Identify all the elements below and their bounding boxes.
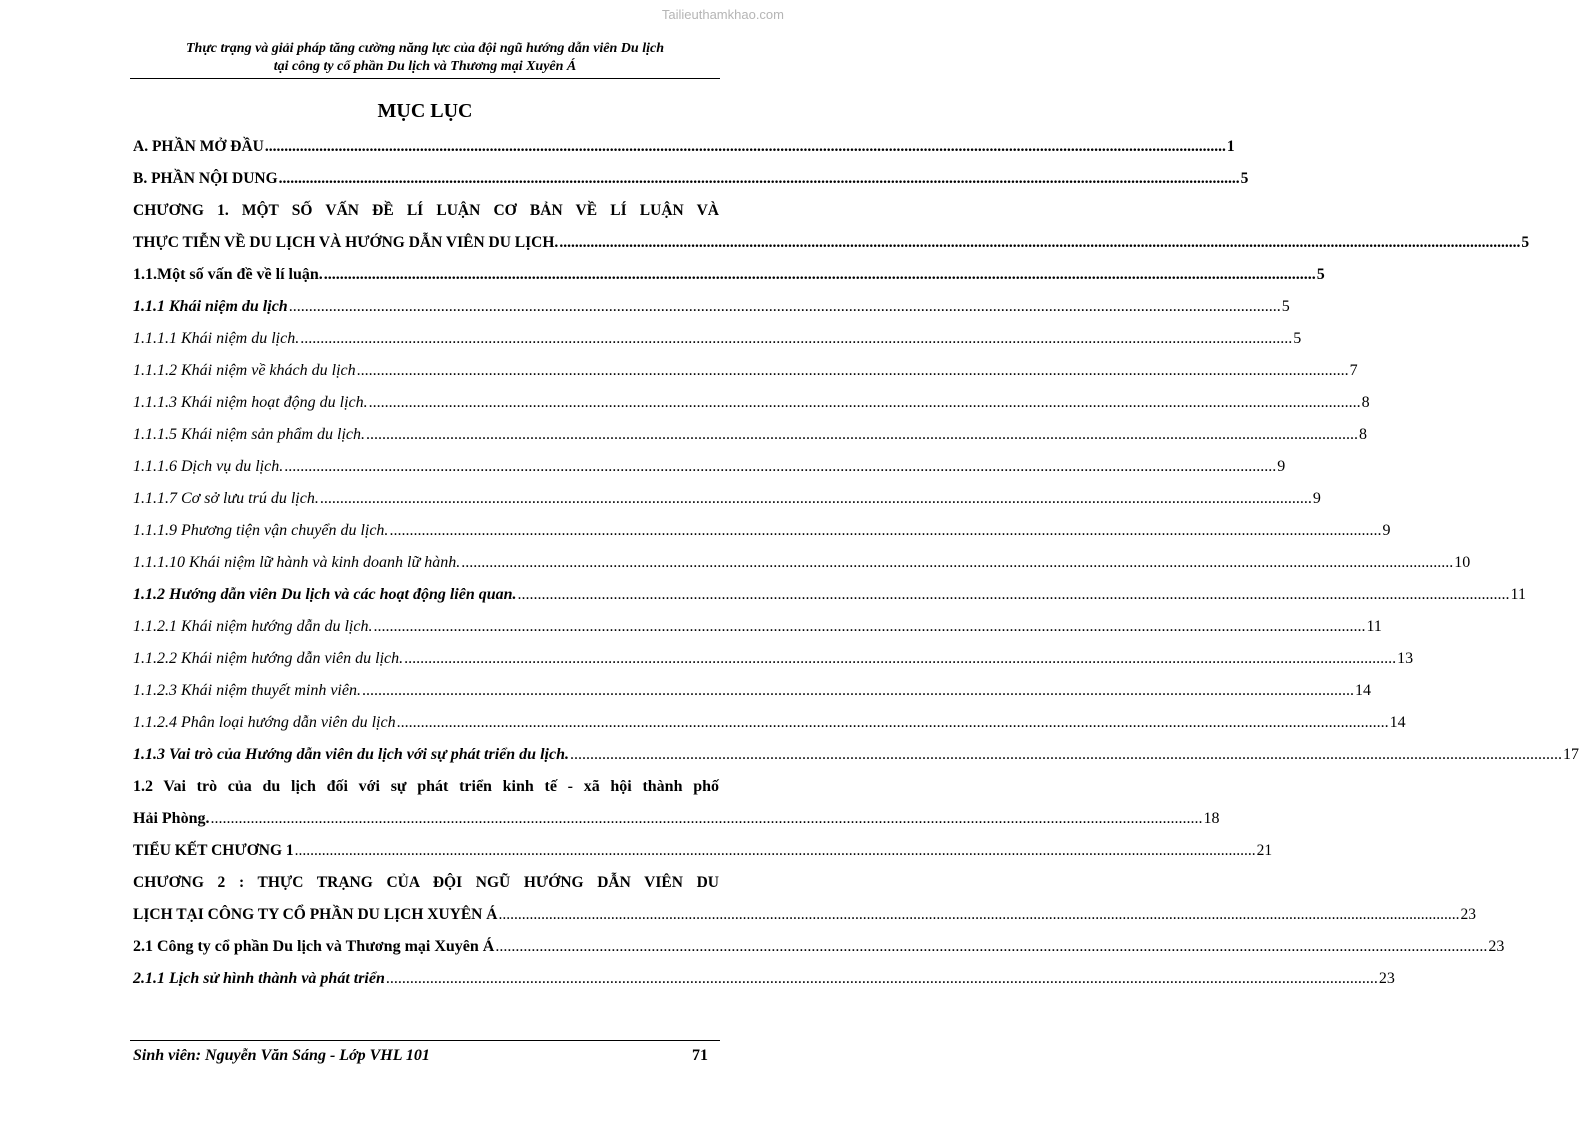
toc-entry-title: 1.1.2 Hướng dẫn viên Du lịch và các hoạt động liên quan.: [133, 586, 517, 603]
toc-page-number: 23: [1460, 906, 1476, 923]
toc-page-number: 17: [1562, 746, 1579, 763]
toc-leader-dots: [295, 835, 1256, 867]
toc-entry-title: 1.1.1.10 Khái niệm lữ hành và kinh doanh lữ hành.: [133, 554, 461, 571]
toc-entry[interactable]: [133, 643, 1414, 675]
header-line-2: tại công ty cổ phần Du lịch và Thương mại Xuyên Á: [273, 59, 577, 74]
toc-page-number: 14: [1389, 714, 1406, 731]
toc-entry-title-line1: CHƯƠNG 1. MỘT SỐ VẤN ĐỀ LÍ LUẬN CƠ BẢN VỀ LÍ LUẬN VÀ: [133, 202, 719, 219]
toc-entry[interactable]: [133, 163, 1249, 195]
page-footer: [133, 1047, 708, 1065]
toc-page-number: 7: [1349, 362, 1358, 379]
footer-student: Sinh viên: Nguyễn Văn Sáng - Lớp VHL 101: [133, 1047, 430, 1064]
toc-page-number: 8: [1361, 394, 1370, 411]
toc-entry-title: 1.1.1.3 Khái niệm hoạt động du lịch.: [133, 394, 368, 411]
watermark: Tailieuthamkhao.com: [661, 7, 784, 22]
toc-page-number: 23: [1488, 938, 1505, 955]
toc-entry[interactable]: [133, 675, 1371, 707]
toc-entry[interactable]: [133, 259, 1325, 291]
toc-entry-title: TIỂU KẾT CHƯƠNG 1: [133, 842, 294, 859]
toc-leader-dots: [397, 707, 1389, 739]
toc-leader-dots: [369, 387, 1361, 419]
toc-leader-dots: [320, 483, 1312, 515]
toc-entry-title: LỊCH TẠI CÔNG TY CỔ PHẦN DU LỊCH XUYÊN Á: [133, 906, 498, 923]
toc-page-number: 9: [1382, 522, 1391, 539]
toc-entry[interactable]: [133, 771, 1220, 835]
toc-leader-dots: [386, 963, 1378, 995]
toc-leader-dots: [366, 419, 1358, 451]
toc-entry-title-line1: 1.2 Vai trò của du lịch đối với sự phát triển kinh tế - xã hội thành phố: [133, 778, 719, 795]
toc-leader-dots: [404, 643, 1396, 675]
toc-entry[interactable]: [133, 387, 1370, 419]
toc-entry-title: 1.1.2.2 Khái niệm hướng dẫn viên du lịch.: [133, 650, 404, 667]
toc-entry-title: 1.1.1 Khái niệm du lịch: [133, 298, 288, 315]
page-title: MỤC LỤC: [377, 100, 473, 122]
toc-entry[interactable]: [133, 611, 1382, 643]
toc-page-number: 8: [1359, 426, 1367, 443]
toc-page-number: 21: [1256, 842, 1273, 859]
toc-page-number: 1: [1226, 138, 1235, 155]
toc-entry-title: 1.1.Một số vấn đề về lí luận.: [133, 266, 323, 283]
toc-page-number: 11: [1366, 618, 1382, 635]
toc-leader-dots: [265, 131, 1226, 163]
toc-entry-title: 1.1.1.1 Khái niệm du lịch.: [133, 330, 300, 347]
header-divider: [130, 78, 720, 79]
toc-entry[interactable]: [133, 323, 1302, 355]
toc-entry[interactable]: [133, 835, 1273, 867]
toc-leader-dots: [362, 675, 1354, 707]
toc-entry[interactable]: [133, 963, 1395, 995]
header-line-1: Thực trạng và giải pháp tăng cường năng lực của đội ngũ hướng dẫn viên Du lịch: [186, 41, 664, 56]
toc-entry[interactable]: [133, 419, 1367, 451]
toc-entry[interactable]: [133, 355, 1358, 387]
toc-page-number: 9: [1312, 490, 1321, 507]
toc-page-number: 5: [1281, 298, 1290, 315]
running-header: [130, 40, 720, 76]
toc-page-number: 11: [1510, 586, 1526, 603]
toc-leader-dots: [570, 739, 1562, 771]
toc-entry-title: 1.1.2.1 Khái niệm hướng dẫn du lịch.: [133, 618, 373, 635]
toc-entry[interactable]: [133, 867, 1476, 931]
toc-page-number: 5: [1521, 234, 1530, 251]
toc-leader-dots: [495, 931, 1487, 963]
toc-leader-dots: [300, 323, 1292, 355]
toc-entry-title: 1.1.1.7 Cơ sở lưu trú du lịch.: [133, 490, 319, 507]
toc-page-number: 13: [1397, 650, 1414, 667]
footer-divider: [130, 1040, 720, 1041]
toc-leader-dots: [373, 611, 1365, 643]
toc-leader-dots: [498, 899, 1459, 931]
toc-entry[interactable]: [133, 451, 1286, 483]
toc-entry-title: 1.1.2.4 Phân loại hướng dẫn viên du lịch: [133, 714, 396, 731]
toc-page-number: 18: [1203, 810, 1220, 827]
toc-entry[interactable]: [133, 291, 1290, 323]
toc-page-number: 5: [1316, 266, 1325, 283]
toc-entry-title: 1.1.1.2 Khái niệm về khách du lịch: [133, 362, 356, 379]
toc-leader-dots: [284, 451, 1276, 483]
toc-page-number: 9: [1277, 458, 1286, 475]
toc-leader-dots: [559, 227, 1520, 259]
toc-leader-dots: [518, 579, 1510, 611]
toc-entry-title: 1.1.1.6 Dịch vụ du lịch.: [133, 458, 284, 475]
toc-entry-title: Hải Phòng.: [133, 810, 210, 827]
toc-entry-title: 1.1.2.3 Khái niệm thuyết minh viên.: [133, 682, 361, 699]
toc-entry-title: 1.1.1.5 Khái niệm sản phẩm du lịch.: [133, 426, 365, 443]
toc-page-number: 10: [1454, 554, 1471, 571]
toc-entry[interactable]: [133, 707, 1406, 739]
toc-entry[interactable]: [133, 515, 1391, 547]
toc-entry-title: THỰC TIỄN VỀ DU LỊCH VÀ HƯỚNG DẪN VIÊN DU LỊCH.: [133, 234, 559, 251]
toc-leader-dots: [461, 547, 1453, 579]
toc-entry-title: 1.1.1.9 Phương tiện vận chuyển du lịch.: [133, 522, 389, 539]
toc-entry[interactable]: [133, 579, 1526, 611]
toc-page-number: 5: [1293, 330, 1302, 347]
toc-leader-dots: [289, 291, 1281, 323]
toc-entry-title: 2.1 Công ty cổ phần Du lịch và Thương mại Xuyên Á: [133, 938, 495, 955]
toc-entry[interactable]: [133, 483, 1321, 515]
toc-entry[interactable]: [133, 131, 1235, 163]
toc-leader-dots: [210, 803, 1202, 835]
toc-entry[interactable]: [133, 547, 1471, 579]
toc-page-number: 14: [1354, 682, 1371, 699]
toc-entry-title-line1: CHƯƠNG 2 : THỰC TRẠNG CỦA ĐỘI NGŨ HƯỚNG DẪN VIÊN DU: [133, 874, 719, 891]
toc-entry-title: A. PHẦN MỞ ĐẦU: [133, 138, 264, 155]
toc-leader-dots: [389, 515, 1381, 547]
table-of-contents: [133, 131, 1579, 995]
toc-leader-dots: [357, 355, 1349, 387]
toc-entry-title: 1.1.3 Vai trò của Hướng dẫn viên du lịch với sự phát triển du lịch.: [133, 746, 569, 763]
toc-entry[interactable]: [133, 195, 1530, 259]
toc-entry-title: B. PHẦN NỘI DUNG: [133, 170, 278, 187]
toc-page-number: 5: [1240, 170, 1249, 187]
toc-leader-dots: [279, 163, 1240, 195]
toc-entry-title: 2.1.1 Lịch sử hình thành và phát triển: [133, 970, 385, 987]
toc-entry[interactable]: [133, 931, 1505, 963]
footer-page-number: 71: [692, 1047, 708, 1064]
toc-leader-dots: [324, 259, 1316, 291]
toc-page-number: 23: [1378, 970, 1395, 987]
toc-entry[interactable]: [133, 739, 1579, 771]
